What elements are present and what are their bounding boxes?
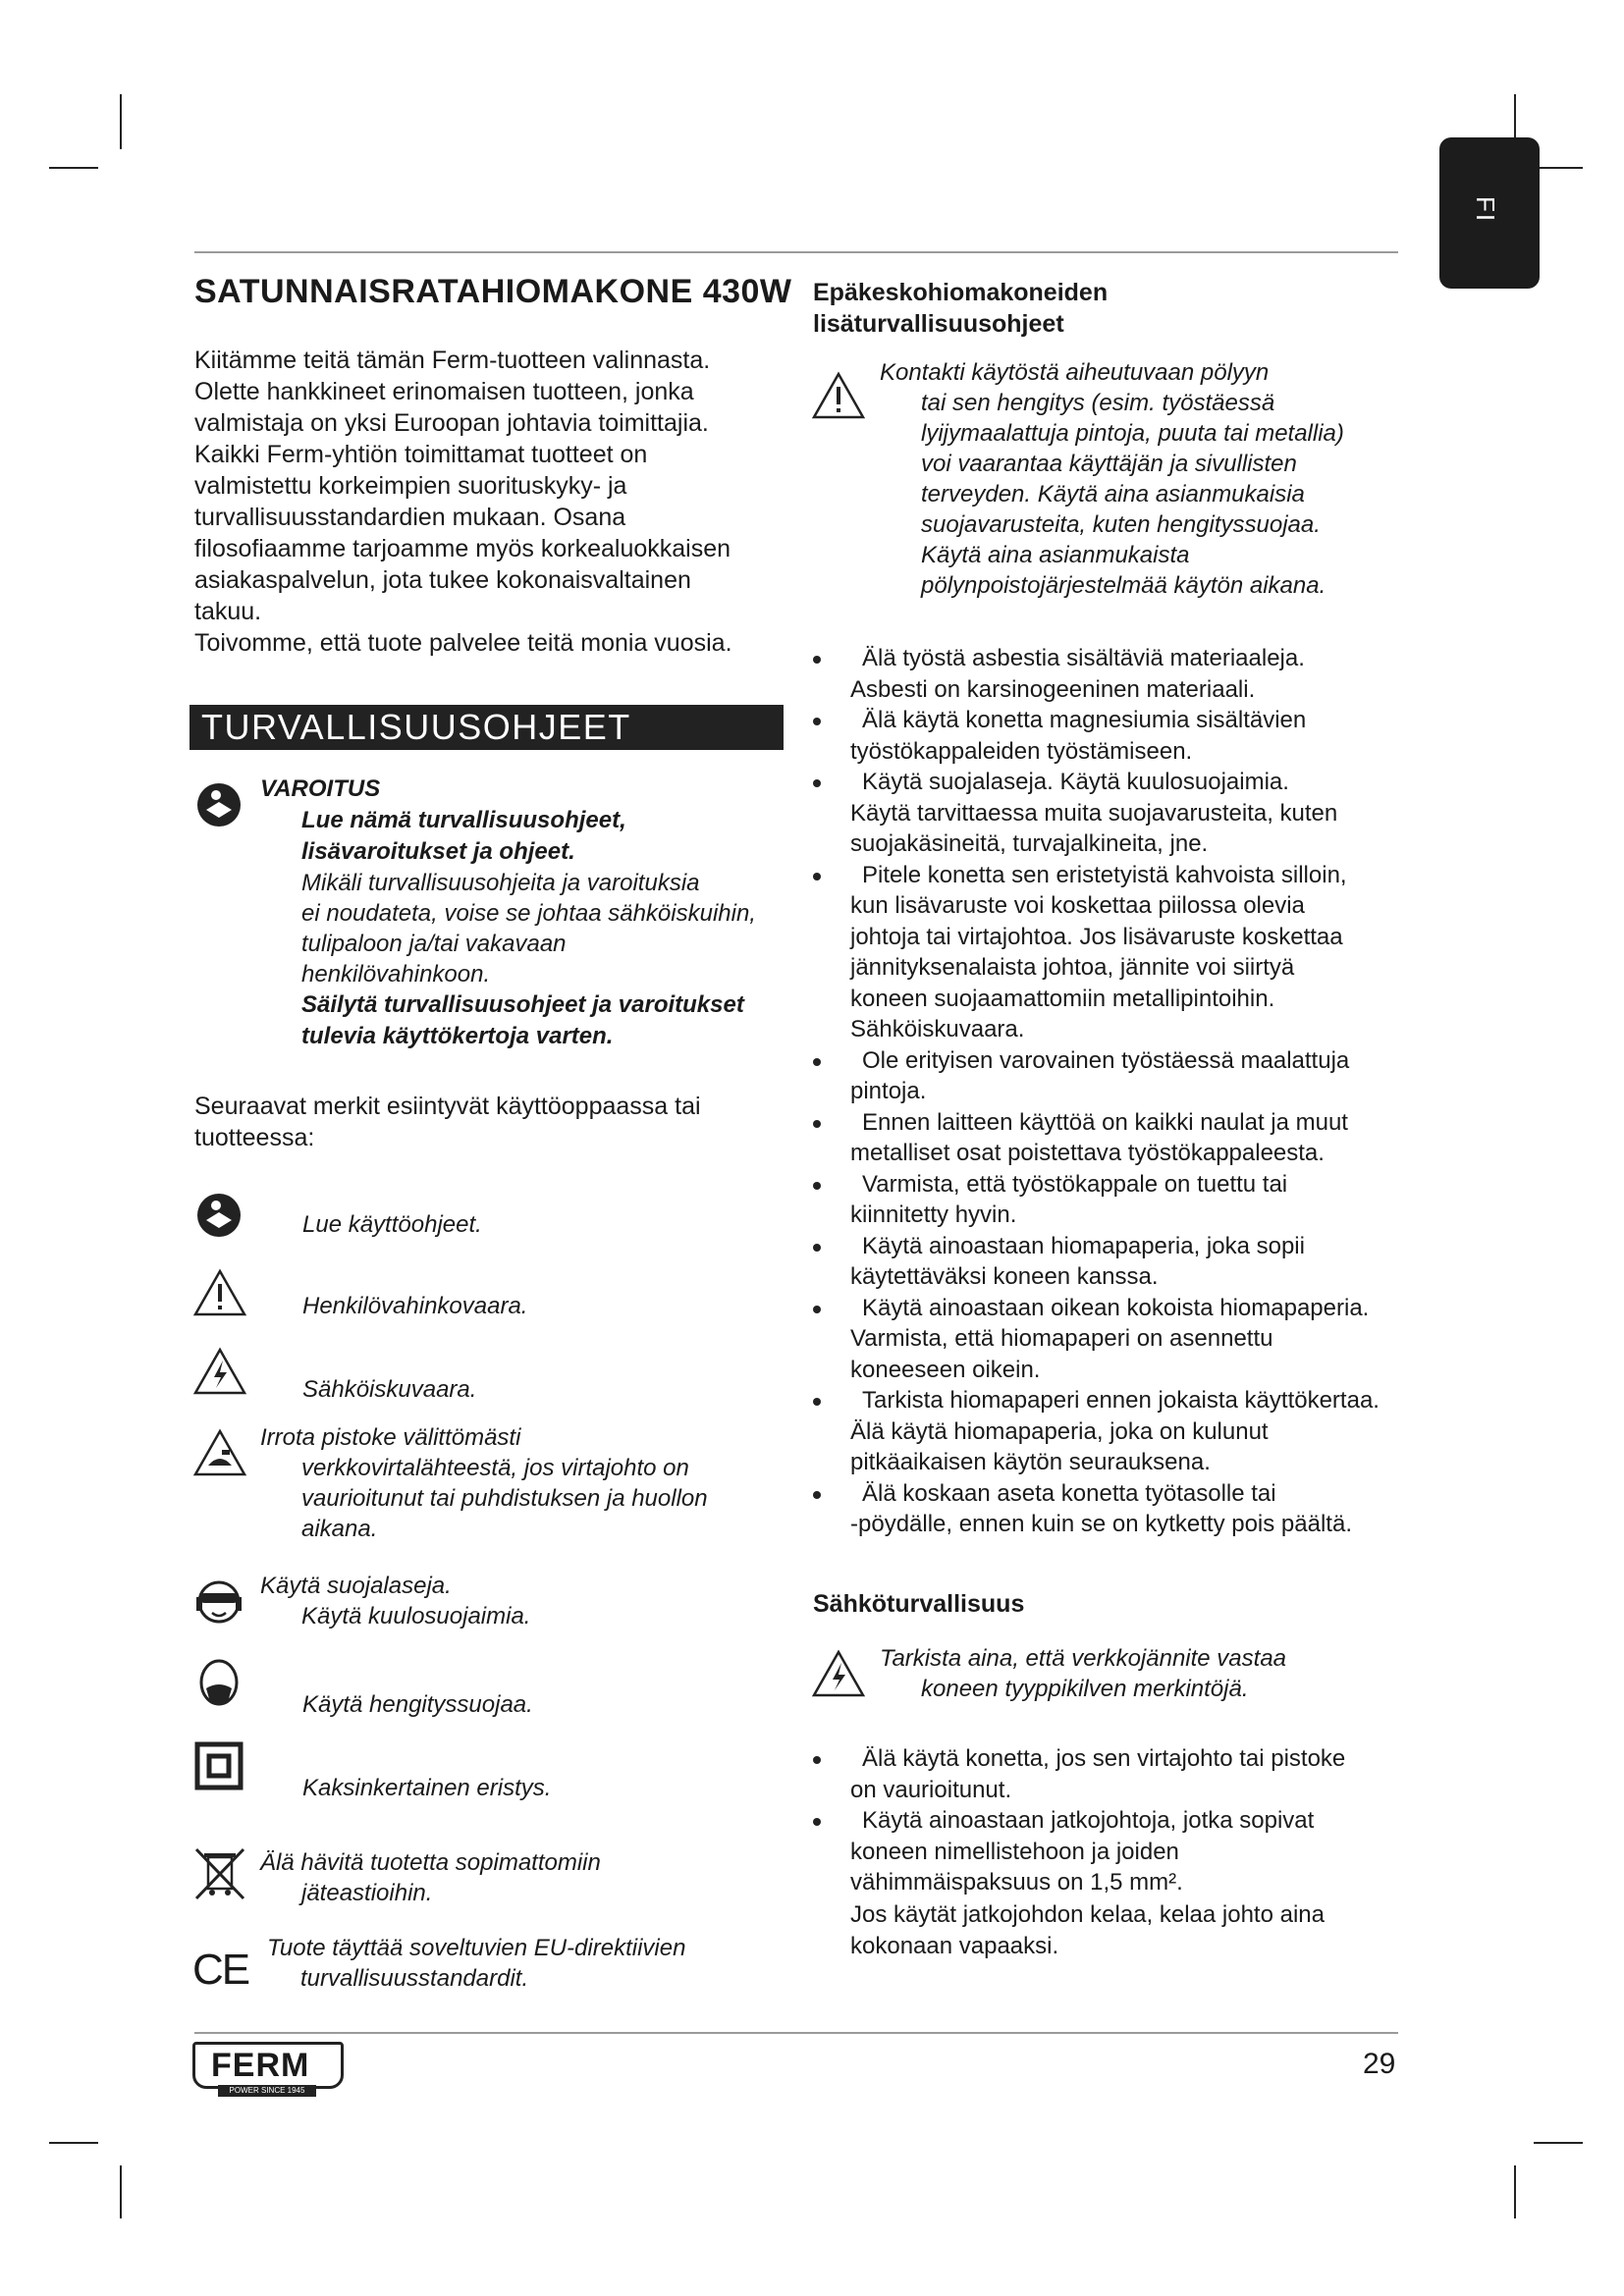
warning-line: tulipaloon ja/tai vakavaan [301,931,567,957]
list-item-line: on vaurioitunut. [850,1776,1012,1803]
unplug-line: verkkovirtalähteestä, jos virtajohto on [301,1455,689,1481]
symbol-respirator-text: Käytä hengityssuojaa. [302,1691,533,1718]
list-item [813,1385,1422,1478]
warning-triangle-icon [811,371,866,420]
reel-note [850,1899,1420,1961]
ferm-logo-tagline: POWER SINCE 1945 [218,2085,316,2097]
symbol-unplug-text [260,1422,790,1544]
list-item [813,1169,1422,1231]
list-item-line: koneen nimellistehoon ja joiden [850,1838,1179,1865]
warning-block [260,774,790,1052]
ferm-logo-text: FERM [211,2047,310,2084]
intro-paragraph [194,345,793,659]
list-item-line: käytettäväksi koneen kanssa. [850,1263,1159,1290]
dust-warning-line: Kontakti käytöstä aiheutuvaan pölyyn [880,359,1270,386]
list-item-line: Käytä tarvittaessa muita suojavarusteita, kuten [850,799,1338,827]
list-item [813,1743,1422,1805]
list-item-line: Tarkista hiomapaperi ennen jokaista käyttökertaa. [862,1387,1380,1414]
list-item-line: Asbesti on karsinogeeninen materiaali. [850,675,1256,703]
list-item-line: Käytä ainoastaan jatkojohtoja, jotka sopivat [862,1807,1315,1834]
read-manual-icon [194,1191,244,1240]
bottom-rule [194,2032,1398,2034]
voltage-warning-line: koneen tyyppikilven merkintöjä. [921,1676,1249,1702]
unplug-line: vaurioitunut tai puhdistuksen ja huollon [301,1485,708,1512]
ce-line: turvallisuusstandardit. [300,1965,529,1992]
symbols-intro-line: tuotteessa: [194,1124,315,1151]
unplug-line: aikana. [301,1516,378,1542]
crop-mark [49,167,98,169]
symbol-goggles-text [260,1571,790,1631]
electrical-safety-heading: Sähköturvallisuus [813,1590,1025,1618]
symbol-injury-text: Henkilövahinkovaara. [302,1293,528,1319]
crop-mark [120,2165,122,2218]
list-item-line: kiinnitetty hyvin. [850,1201,1017,1228]
list-item [813,1231,1422,1293]
list-item-line: Varmista, että hiomapaperi on asennettu [850,1325,1273,1352]
intro-line: Toivomme, että tuote palvelee teitä monia vuosia. [194,629,732,657]
warning-bold-line: lisävaroitukset ja ohjeet. [301,838,575,865]
list-item [813,1293,1422,1386]
warning-bold-line: Lue nämä turvallisuusohjeet, [301,807,626,833]
goggles-line: Käytä suojalaseja. [260,1573,452,1599]
list-item [813,1478,1422,1540]
intro-line: Kaikki Ferm-yhtiön toimittamat tuotteet on [194,441,648,468]
intro-line: filosofiaamme tarjoamme myös korkealuokkaisen [194,535,731,562]
symbol-disposal-text [260,1847,790,1908]
intro-line: Olette hankkineet erinomaisen tuotteen, jonka [194,378,694,405]
list-item-line: Varmista, että työstökappale on tuettu tai [862,1170,1288,1198]
dust-warning-line: Käytä aina asianmukaista [921,542,1190,568]
dust-warning-line: voi vaarantaa käyttäjän ja sivullisten [921,451,1297,477]
crop-mark [1534,167,1583,169]
crop-mark [1534,2142,1583,2144]
list-item-line: Älä käytä hiomapaperia, joka on kulunut [850,1417,1269,1445]
list-item [813,643,1422,705]
symbols-intro [194,1091,793,1153]
dust-warning-line: suojavarusteita, kuten hengityssuojaa. [921,511,1321,538]
crop-mark [49,2142,98,2144]
reel-note-line: Jos käytät jatkojohdon kelaa, kelaa johto aina [850,1901,1325,1928]
list-item-line: vähimmäispaksuus on 1,5 mm². [850,1869,1183,1896]
ce-line: Tuote täyttää soveltuvien EU-direktiivien [267,1935,686,1961]
list-item [813,1045,1422,1107]
list-item-line: suojakäsineitä, turvajalkineita, jne. [850,830,1209,857]
symbol-double-insulation-text: Kaksinkertainen eristys. [302,1775,552,1801]
right-heading-line: Epäkeskohiomakoneiden [813,279,1109,306]
list-item-line: koneen suojaamattomiin metallipintoihin. [850,985,1275,1012]
dust-warning [880,357,1410,601]
language-tab-label: FI [1471,196,1500,224]
list-item-line: Ole erityisen varovainen työstäessä maalattuja [862,1046,1350,1074]
list-item-line: Älä käytä konetta, jos sen virtajohto tai pistoke [862,1745,1346,1772]
list-item-line: Pitele konetta sen eristetyistä kahvoista silloin, [862,861,1347,888]
list-item-line: Älä työstä asbestia sisältäviä materiaaleja. [862,645,1305,671]
list-item-line: työstökappaleiden työstämiseen. [850,737,1193,765]
list-item-line: kun lisävaruste voi koskettaa piilossa olevia [850,892,1305,919]
list-item-line: pitkäaikaisen käytön seurauksena. [850,1449,1211,1475]
unplug-warning-icon [192,1428,247,1477]
section-banner-label: TURVALLISUUSOHJEET [201,707,631,747]
list-item-line: Ennen laitteen käyttöä on kaikki naulat ja muut [862,1108,1348,1136]
list-item [813,860,1422,1045]
right-heading [813,277,1108,340]
dust-warning-line: lyijymaalattuja pintoja, puuta tai metallia) [921,420,1344,447]
list-item-line: Käytä ainoastaan hiomapaperia, joka sopii [862,1232,1305,1259]
page-title: SATUNNAISRATAHIOMAKONE 430W [194,273,792,310]
list-item-line: Älä koskaan aseta konetta työtasolle tai [862,1479,1276,1507]
top-rule [194,251,1398,253]
unplug-line: Irrota pistoke välittömästi [260,1424,521,1451]
list-item-line: Käytä suojalaseja. Käytä kuulosuojaimia. [862,769,1289,795]
reel-note-line: kokonaan vapaaksi. [850,1932,1059,1959]
warning-line: ei noudateta, voise se johtaa sähköiskuihin, [301,900,756,927]
list-item-line: pintoja. [850,1078,927,1104]
intro-line: valmistettu korkeimpien suorituskyky- ja [194,472,627,500]
goggles-line: Käytä kuulosuojaimia. [301,1603,531,1629]
disposal-line: jäteastioihin. [301,1880,433,1906]
list-item-line: metalliset osat poistettava työstökappaleesta. [850,1140,1325,1166]
intro-line: takuu. [194,598,262,625]
intro-line: asiakaspalvelun, jota tukee kokonaisvaltainen [194,566,691,594]
ferm-logo [192,2042,342,2099]
warning-keep-line: tulevia käyttökertoja varten. [301,1023,614,1049]
warning-triangle-icon [192,1268,247,1317]
ce-mark-icon: CE [192,1946,249,1994]
warning-line: Mikäli turvallisuusohjeita ja varoituksia [301,870,700,896]
symbols-intro-line: Seuraavat merkit esiintyvät käyttöoppaassa tai [194,1093,701,1120]
crop-mark [120,94,122,149]
symbol-ce-text [267,1933,797,1994]
voltage-warning [880,1643,1410,1704]
list-item-line: Sähköiskuvaara. [850,1016,1025,1042]
dust-warning-line: terveyden. Käytä aina asianmukaisia [921,481,1305,507]
electric-shock-icon [192,1347,247,1396]
intro-line: turvallisuusstandardien mukaan. Osana [194,504,626,531]
disposal-line: Älä hävitä tuotetta sopimattomiin [260,1849,601,1876]
dust-warning-line: pölynpoistojärjestelmää käytön aikana. [921,572,1326,599]
voltage-warning-line: Tarkista aina, että verkkojännite vastaa [880,1645,1287,1672]
respirator-icon [194,1657,244,1712]
electrical-bullet-list [813,1743,1422,1898]
right-heading-line: lisäturvallisuusohjeet [813,310,1064,338]
intro-line: valmistaja on yksi Euroopan johtavia toimittajia. [194,409,709,437]
safety-bullet-list [813,643,1422,1540]
crop-mark [1514,2165,1516,2218]
list-item [813,1107,1422,1169]
section-banner [189,705,784,750]
symbol-shock-text: Sähköiskuvaara. [302,1376,477,1403]
language-tab [1439,137,1540,289]
list-item [813,705,1422,767]
intro-line: Kiitämme teitä tämän Ferm-tuotteen valinnasta. [194,347,711,374]
list-item [813,767,1422,860]
double-insulation-icon [194,1741,244,1790]
dust-warning-line: tai sen hengitys (esim. työstäessä [921,390,1275,416]
crossed-bin-icon [192,1845,247,1902]
warning-keep-line: Säilytä turvallisuusohjeet ja varoitukset [301,991,744,1018]
goggles-ear-protection-icon [194,1575,244,1629]
list-item [813,1805,1422,1898]
warning-line: henkilövahinkoon. [301,961,491,988]
electric-shock-icon [811,1649,866,1698]
list-item-line: Älä käytä konetta magnesiumia sisältävien [862,707,1307,733]
list-item-line: johtoja tai virtajohtoa. Jos lisävaruste koskettaa [850,923,1343,950]
list-item-line: -pöydälle, ennen kuin se on kytketty pois päältä. [850,1511,1352,1537]
list-item-line: koneeseen oikein. [850,1356,1041,1383]
warning-heading: VAROITUS [260,775,381,802]
page-number: 29 [1363,2048,1396,2080]
symbol-read-manual-text: Lue käyttöohjeet. [302,1211,482,1238]
list-item-line: jännityksenalaista johtoa, jännite voi siirtyä [850,954,1295,981]
list-item-line: Käytä ainoastaan oikean kokoista hiomapaperia. [862,1294,1370,1321]
read-manual-icon [194,780,244,829]
